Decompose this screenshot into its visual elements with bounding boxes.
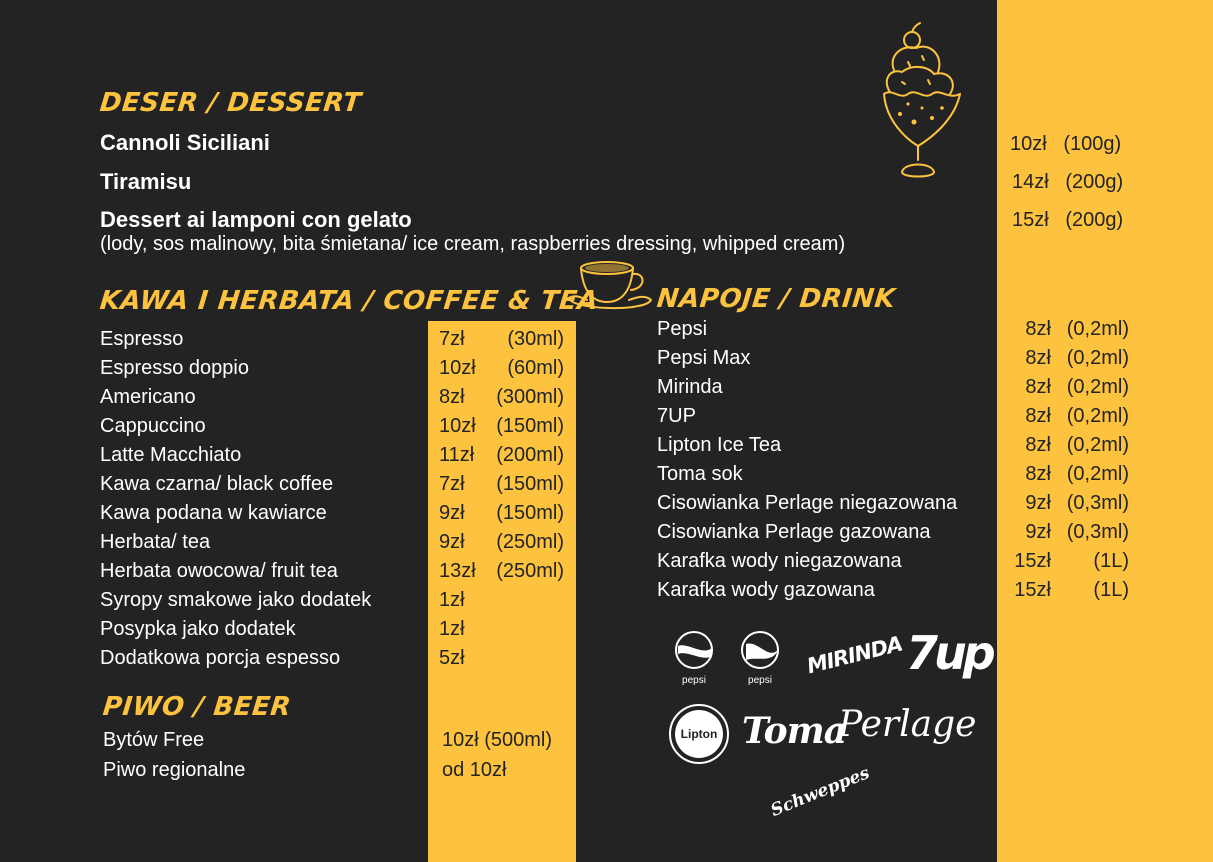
item-price: 10zł: [439, 415, 476, 437]
item-name: Cisowianka Perlage gazowana: [657, 521, 931, 543]
pepsi-logo-text: pepsi: [682, 675, 706, 686]
item-size: (150ml): [496, 502, 564, 524]
item-size: (250ml): [496, 560, 564, 582]
drinks-heading: NAPOJE / DRINK: [655, 284, 897, 314]
item-name: Toma sok: [657, 463, 743, 485]
list-item: [657, 576, 1131, 605]
list-item: [100, 644, 576, 673]
dessert-item-lamponi-description: (lody, sos malinowy, bita śmietana/ ice cream, raspberries dressing, whipped cream): [100, 233, 846, 255]
list-item: [100, 470, 576, 499]
dessert-item-tiramisu: Tiramisu: [100, 169, 192, 194]
item-price: 1zł: [439, 618, 465, 640]
item-size: (200ml): [496, 444, 564, 466]
list-item: [100, 412, 576, 441]
list-item: [657, 547, 1131, 576]
list-item: [103, 725, 576, 755]
list-item: [657, 402, 1131, 431]
item-price: 5zł: [439, 647, 465, 669]
item-name: Kawa czarna/ black coffee: [100, 473, 334, 495]
list-item: [100, 499, 576, 528]
item-size: (0,2ml): [1066, 376, 1129, 398]
item-price: od 10zł: [442, 759, 507, 781]
pepsi-globe-icon: [672, 630, 716, 674]
item-price: 13zł: [439, 560, 476, 582]
item-size: (150ml): [496, 473, 564, 495]
toma-logo: Toma: [742, 710, 847, 752]
size: (200g): [1065, 171, 1124, 193]
item-price: 9zł: [439, 531, 465, 553]
item-size: (0,3ml): [1066, 492, 1129, 514]
item-price: 8zł: [1025, 376, 1051, 398]
perlage-logo: Perlage: [838, 704, 977, 745]
item-name: Piwo regionalne: [103, 759, 246, 781]
list-item: [103, 755, 576, 785]
list-item: [100, 528, 576, 557]
item-name: Karafka wody niegazowana: [657, 550, 902, 572]
item-size: (60ml): [507, 357, 564, 379]
item-price: 10zł: [439, 357, 476, 379]
list-item: [657, 344, 1131, 373]
list-item: [100, 557, 576, 586]
item-size: (0,2ml): [1066, 463, 1129, 485]
item-name: Latte Macchiato: [100, 444, 242, 466]
item-price: 15zł: [1014, 550, 1051, 572]
size: (100g): [1063, 133, 1122, 155]
item-price: 15zł: [1014, 579, 1051, 601]
item-name: Kawa podana w kawiarce: [100, 502, 327, 524]
dessert-price-cannoli: [1010, 133, 1121, 156]
item-size: (250ml): [496, 531, 564, 553]
item-name: Espresso: [100, 328, 184, 350]
schweppes-logo: Schweppes: [768, 763, 873, 821]
item-name: Bytów Free: [103, 729, 205, 751]
item-size: (0,2ml): [1066, 405, 1129, 427]
item-name: Karafka wody gazowana: [657, 579, 875, 601]
item-size: (30ml): [507, 328, 564, 350]
item-name: Syropy smakowe jako dodatek: [100, 589, 372, 611]
list-item: [100, 441, 576, 470]
item-size: (0,3ml): [1066, 521, 1129, 543]
price: 10zł: [1010, 133, 1047, 155]
pepsi-logo: [672, 630, 716, 690]
item-name: Pepsi Max: [657, 347, 751, 369]
item-name: Espresso doppio: [100, 357, 249, 379]
price: 15zł: [1012, 209, 1049, 231]
item-price: 8zł: [1025, 434, 1051, 456]
item-price: 11zł: [439, 444, 475, 466]
list-item: [100, 586, 576, 615]
item-name: Cisowianka Perlage niegazowana: [657, 492, 958, 514]
item-price: 8zł: [1025, 463, 1051, 485]
item-name: Pepsi: [657, 318, 708, 340]
item-size: (0,2ml): [1066, 347, 1129, 369]
list-item: [657, 460, 1131, 489]
drinks-list: [657, 315, 1131, 605]
coffee-list: [100, 325, 576, 673]
item-name: 7UP: [657, 405, 696, 427]
list-item: [100, 325, 576, 354]
dessert-price-lamponi: [1012, 209, 1123, 232]
item-name: Posypka jako dodatek: [100, 618, 296, 640]
list-item: [100, 615, 576, 644]
ice-cream-sundae-icon: [872, 22, 972, 192]
pepsi-max-logo-text: pepsi: [748, 675, 772, 686]
item-price: 7zł: [439, 473, 465, 495]
dessert-item-lamponi: Dessert ai lamponi con gelato: [100, 207, 412, 232]
list-item: [100, 354, 576, 383]
item-price: 8zł: [1025, 318, 1051, 340]
item-size: (1L): [1093, 579, 1129, 601]
list-item: [657, 373, 1131, 402]
item-name: Cappuccino: [100, 415, 206, 437]
seven-up-logo: 7up: [906, 626, 992, 680]
size: (200g): [1065, 209, 1124, 231]
item-name: Herbata owocowa/ fruit tea: [100, 560, 338, 582]
list-item: [100, 383, 576, 412]
item-name: Mirinda: [657, 376, 723, 398]
item-size: (300ml): [496, 386, 564, 408]
pepsi-max-globe-icon: [738, 630, 782, 674]
item-size: (1L): [1093, 550, 1129, 572]
item-price: 10zł (500ml): [442, 729, 553, 751]
item-price: 8zł: [439, 386, 465, 408]
price: 14zł: [1012, 171, 1049, 193]
list-item: [657, 431, 1131, 460]
pepsi-max-logo: [738, 630, 782, 690]
item-price: 9zł: [1025, 492, 1051, 514]
beer-list: [103, 725, 576, 785]
item-price: 1zł: [439, 589, 465, 611]
dessert-heading: DESER / DESSERT: [98, 88, 363, 118]
list-item: [657, 489, 1131, 518]
mirinda-logo: MIRINDA: [804, 631, 905, 679]
coffee-heading: KAWA I HERBATA / COFFEE & TEA: [98, 286, 600, 316]
item-size: (0,2ml): [1066, 318, 1129, 340]
item-price: 9zł: [439, 502, 465, 524]
list-item: [657, 518, 1131, 547]
item-name: Herbata/ tea: [100, 531, 211, 553]
item-size: (150ml): [496, 415, 564, 437]
lipton-logo: [669, 704, 729, 764]
item-size: (0,2ml): [1066, 434, 1129, 456]
item-name: Dodatkowa porcja espesso: [100, 647, 341, 669]
list-item: [657, 315, 1131, 344]
item-name: Americano: [100, 386, 196, 408]
item-price: 7zł: [439, 328, 465, 350]
item-price: 9zł: [1025, 521, 1051, 543]
item-price: 8zł: [1025, 405, 1051, 427]
dessert-price-tiramisu: [1012, 171, 1123, 194]
item-name: Lipton Ice Tea: [657, 434, 782, 456]
beer-heading: PIWO / BEER: [101, 692, 293, 722]
dessert-item-cannoli: Cannoli Siciliani: [100, 130, 270, 155]
lipton-logo-text: Lipton: [680, 727, 718, 741]
item-price: 8zł: [1025, 347, 1051, 369]
lipton-badge: [675, 710, 723, 758]
